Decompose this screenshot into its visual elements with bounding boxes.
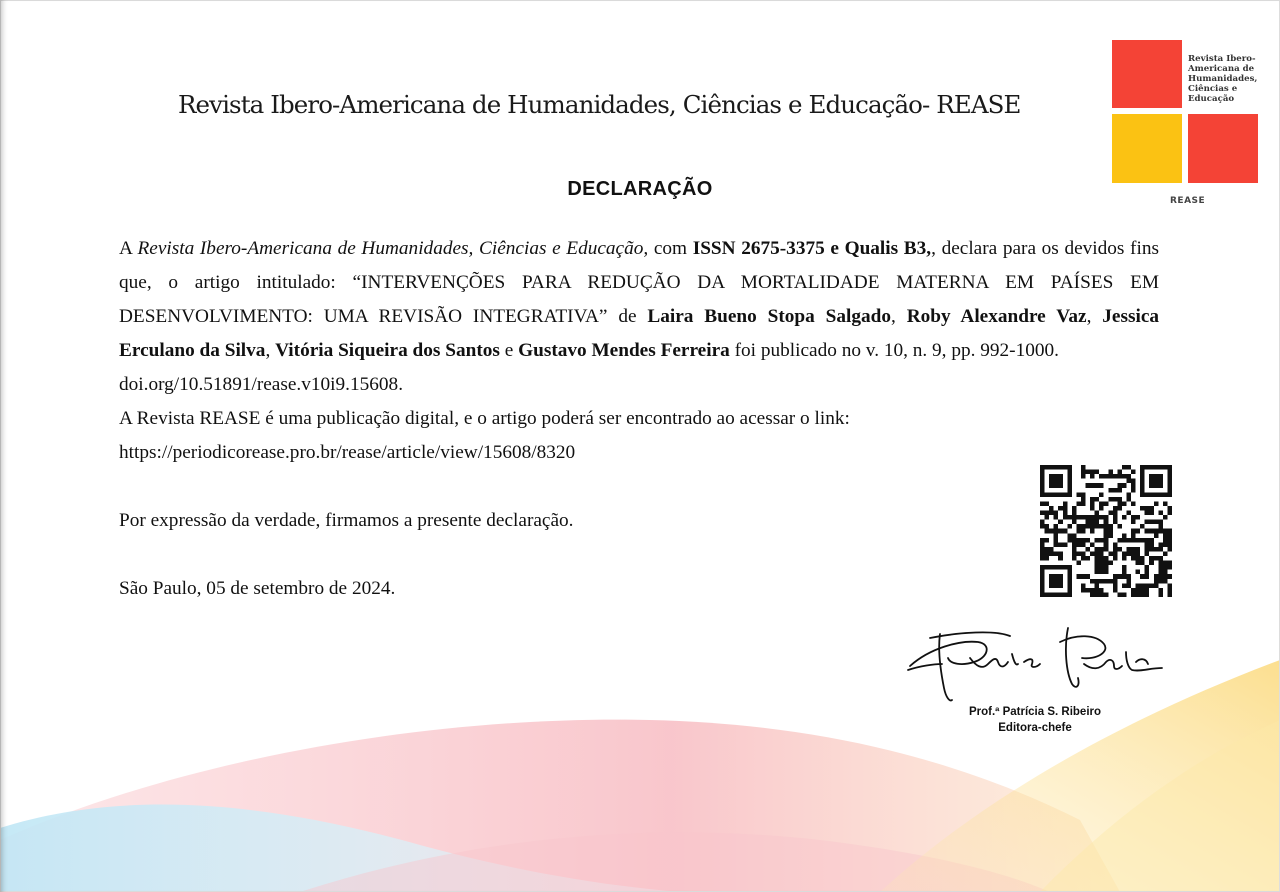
logo-square-yellow [1112,114,1182,183]
signatory-role: Editora-chefe [998,722,1072,734]
truth-statement: Por expressão da verdade, firmamos a presente declaração. [119,510,574,531]
text-fragment: A [119,238,138,259]
separator: , [1086,306,1103,327]
doi-line: doi.org/10.51891/rease.v10i9.15608. [119,374,404,395]
logo-square-red-top [1112,40,1182,108]
declaration-body [119,232,1159,606]
signatory-name: Prof.ª Patrícia S. Ribeiro [968,706,1102,718]
document-heading: DECLARAÇÃO [567,178,713,200]
declaration-paragraph [119,232,1159,368]
logo-caption: REASE [1170,196,1206,206]
separator: e [499,340,519,361]
logo-square-red-bottom [1188,114,1258,183]
text-fragment: com [648,238,693,259]
publication-info: foi publicado no v. 10, n. 9, pp. 992-1000. [729,340,1059,361]
author-name: Roby Alexandre Vaz [906,306,1087,327]
article-link[interactable]: https://periodicorease.pro.br/rease/article/view/15608/8320 [119,442,576,463]
issn-qualis: ISSN 2675-3375 e Qualis B3, [692,238,932,259]
author-name: Gustavo Mendes Ferreira [518,340,730,361]
journal-name: Revista Ibero-Americana de Humanidades, Ciências e Educação, [137,238,649,259]
logo-text: Revista Ibero-Americana de Humanidades, Ciências e Educação [1188,54,1258,104]
author-name: Vitória Siqueira dos Santos [275,340,500,361]
separator: , [891,306,907,327]
digital-publication-line: A Revista REASE é uma publicação digital, e o artigo poderá ser encontrado ao acessar o link: [119,408,850,429]
place-date: São Paulo, 05 de setembro de 2024. [119,578,396,599]
separator: , [265,340,276,361]
qr-code-icon[interactable] [1040,465,1172,597]
author-name: Laira Bueno Stopa Salgado [647,306,892,327]
editor-signature [900,618,1170,706]
article-title-text: , declara para os devidos fins que, o artigo intitulado: “INTERVENÇÕES PARA REDUÇÃO DA MORTALIDADE MATERNA EM PAÍSES EM DESENVOLVIMENTO: UMA REVISÃO INTEGRATIVA” de [119,238,1159,327]
author-name: Jessica Erculano da Silva [119,306,1160,361]
journal-masthead: Revista Ibero-Americana de Humanidades, Ciências e Educação- REASE [178,90,1021,119]
